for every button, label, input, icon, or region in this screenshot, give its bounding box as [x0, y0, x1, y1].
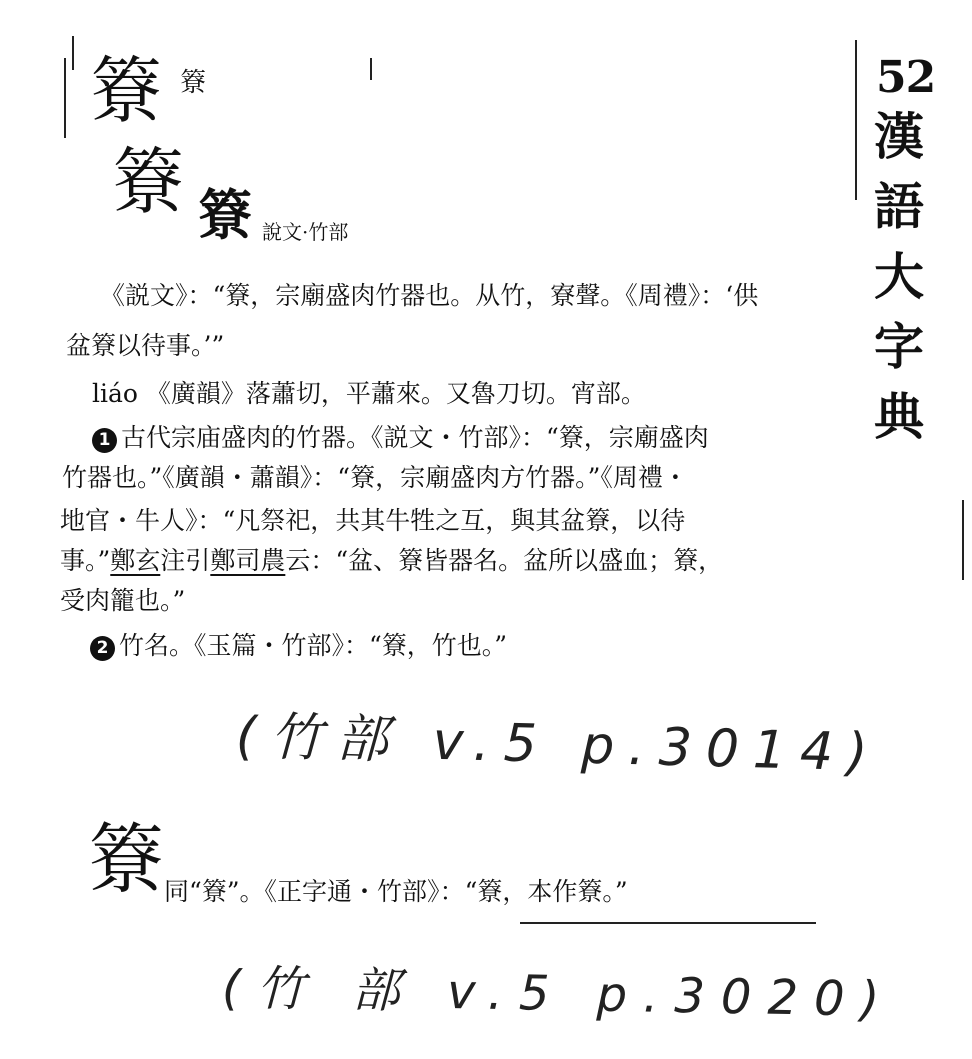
- headword-large: 簝: [112, 140, 185, 224]
- side-title-char: 大: [874, 247, 924, 306]
- person-name-underlined: 鄭玄: [110, 546, 161, 575]
- person-name-underlined: 鄭司農: [210, 546, 286, 575]
- seal-script-glyph: 簝: [198, 183, 252, 247]
- definition-line: 竹器也。”《廣韻・蕭韻》：“簝，宗廟盛肉方竹器。”《周禮・: [62, 463, 688, 492]
- variant-definition-line: 同“簝”。《正字通・竹部》：“簝，本作簝。”: [164, 877, 628, 906]
- sense-1-text: 古代宗庙盛肉的竹器。《説文・竹部》：“簝，宗廟盛肉: [121, 423, 709, 452]
- text-segment: 云：“盆、簝皆器名。盆所以盛血；簝，: [285, 546, 724, 575]
- sense-number-marker: 2: [90, 636, 115, 661]
- dictionary-volume-number: 52: [876, 52, 936, 103]
- bottom-rule: [520, 922, 816, 924]
- side-title-char: 典: [874, 387, 924, 446]
- headword-variant: 簝: [180, 68, 207, 98]
- sense-number-marker: 1: [92, 428, 117, 453]
- handwritten-reference-note: (竹部 v.5 p.3014): [235, 706, 883, 784]
- definition-line: 盆簝以待事。’”: [66, 331, 225, 360]
- sense-2-line: [90, 633, 507, 661]
- sense-1-line: [92, 425, 709, 453]
- side-title-char: 語: [874, 177, 924, 236]
- headword: 簝: [90, 49, 163, 133]
- definition-line-with-names: [60, 548, 723, 573]
- top-mark-line: [370, 58, 372, 80]
- headword-variant-entry: 簝: [88, 815, 164, 904]
- definition-line: 地官・牛人》：“凡祭祀，共其牛牲之互，與其盆簝，以待: [60, 506, 686, 535]
- left-border-line: [64, 58, 66, 138]
- sense-2-text: 竹名。《玉篇・竹部》：“簝，竹也。”: [119, 631, 508, 660]
- text-segment: 事。”: [60, 546, 111, 575]
- right-border-line: [855, 40, 857, 200]
- handwritten-reference-note: (竹 部 v.5 p.3020): [221, 960, 896, 1028]
- definition-line: 受肉籠也。”: [60, 586, 186, 615]
- right-edge-line: [962, 500, 964, 580]
- definition-line: 《説文》：“簝，宗廟盛肉竹器也。从竹，寮聲。《周禮》：‘供: [100, 281, 759, 310]
- seal-script-caption: 說文·竹部: [262, 220, 349, 244]
- pronunciation-line: liáo 《廣韻》落蕭切，平蕭來。又魯刀切。宵部。: [92, 379, 646, 408]
- text-segment: 注引: [160, 546, 211, 575]
- side-title-char: 字: [874, 317, 924, 376]
- side-title-char: 漢: [874, 107, 924, 166]
- left-border-line-2: [72, 36, 74, 70]
